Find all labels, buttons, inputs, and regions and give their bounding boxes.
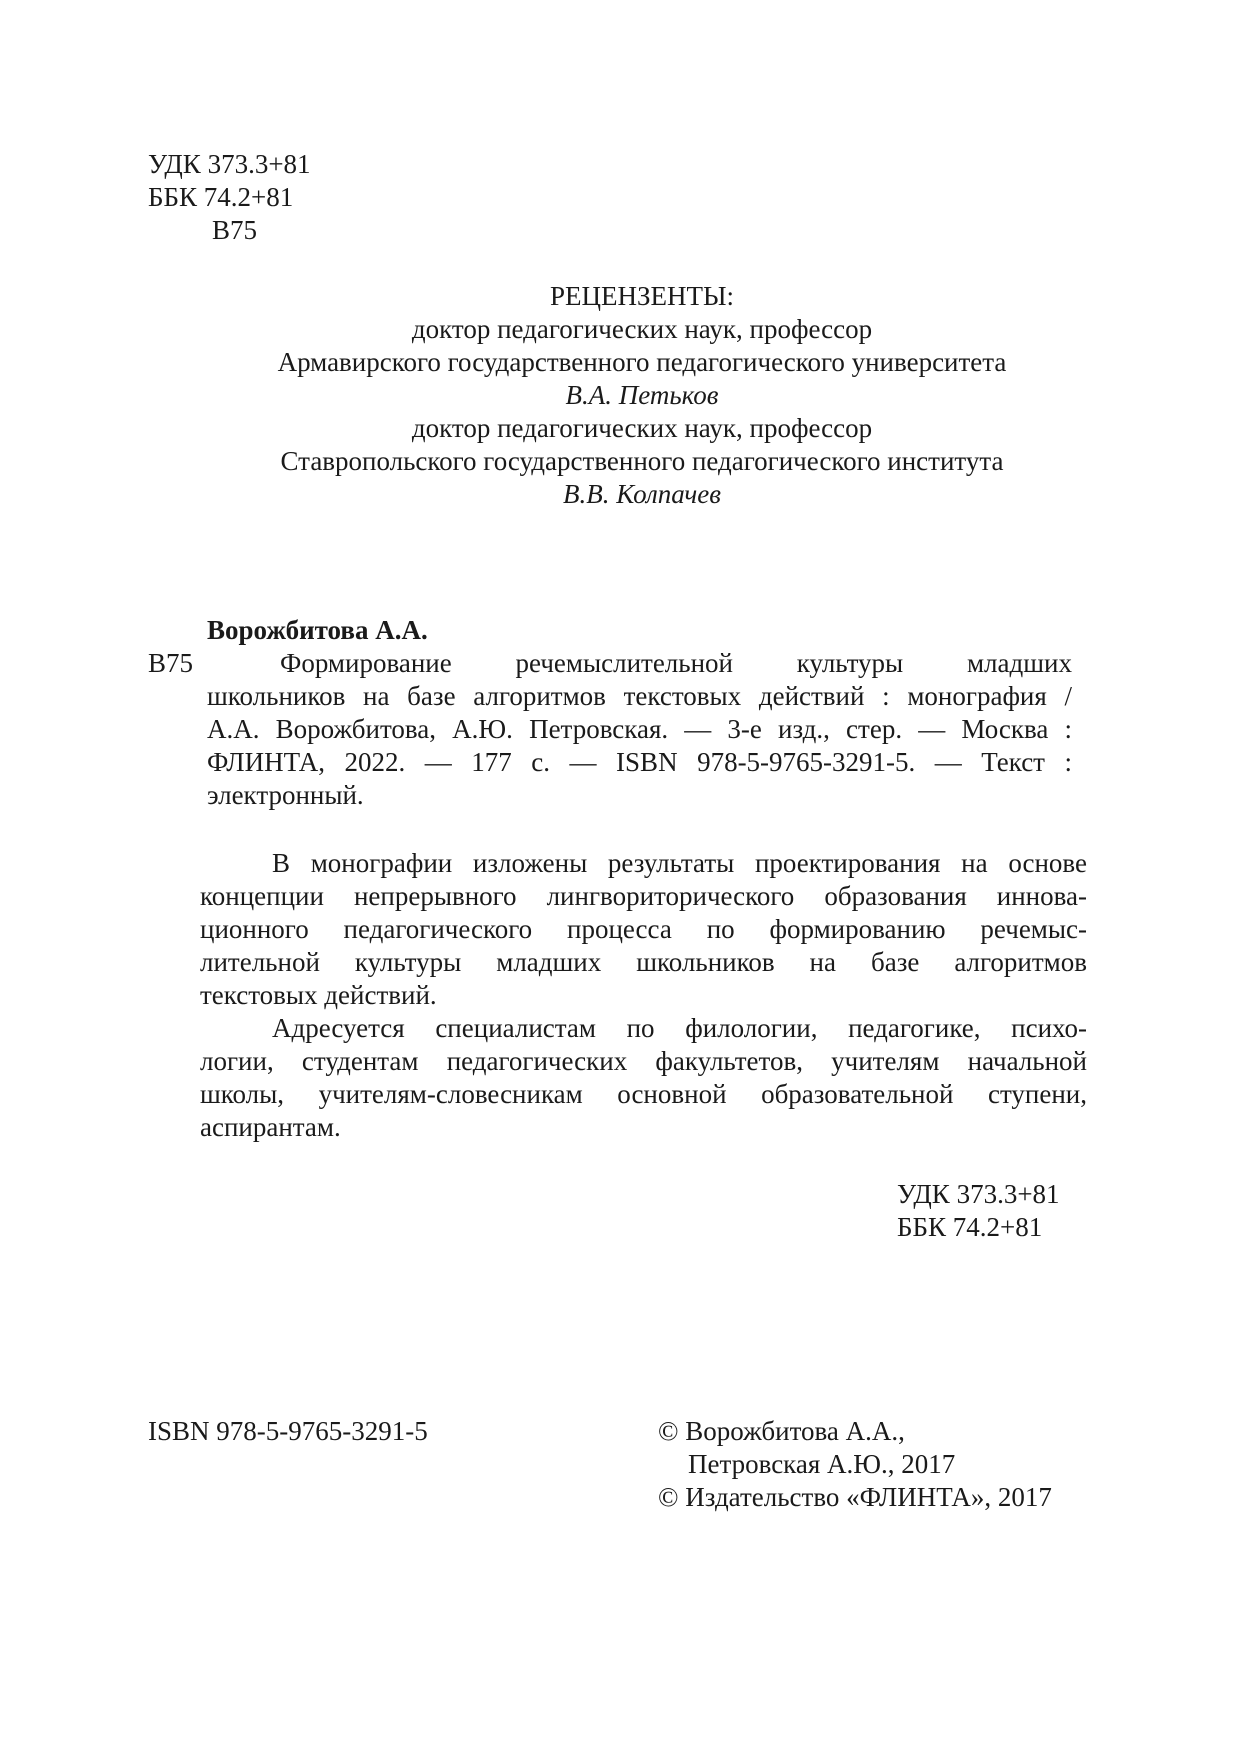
- reviewer-2-affiliation: Ставропольского государственного педагогического института: [280, 446, 1004, 476]
- record-line-2: школьников на базе алгоритмов текстовых действий : монография /: [207, 681, 1072, 711]
- record-line-5: электронный.: [207, 780, 364, 810]
- annotation-p1-line-1: В монографии изложены результаты проектирования на основе: [272, 848, 1087, 878]
- copyright-coauthor: Петровская А.Ю., 2017: [688, 1449, 956, 1479]
- reviewer-1-name: В.А. Петьков: [565, 380, 719, 410]
- annotation-p2-line-2: логии, студентам педагогических факультетов, учителям начальной: [200, 1046, 1087, 1076]
- reviewer-2-degree: доктор педагогических наук, профессор: [411, 413, 873, 443]
- record-mark: В75: [148, 648, 194, 678]
- reviewer-1-affiliation: Армавирского государственного педагогического университета: [277, 347, 1007, 377]
- copyright-authors: © Ворожбитова А.А.,: [658, 1416, 905, 1446]
- bbk-code: ББК 74.2+81: [148, 182, 294, 212]
- record-line-1: Формирование речемыслительной культуры младших: [280, 648, 1072, 678]
- record-line-4: ФЛИНТА, 2022. — 177 с. — ISBN 978-5-9765-3291-5. — Текст :: [207, 747, 1072, 777]
- annotation-p1-line-4: лительной культуры младших школьников на базе алгоритмов: [200, 947, 1087, 977]
- udk-code: УДК 373.3+81: [148, 149, 311, 179]
- record-author: Ворожбитова А.А.: [207, 615, 428, 645]
- reviewers-heading: РЕЦЕНЗЕНТЫ:: [549, 281, 735, 311]
- record-line-3: А.А. Ворожбитова, А.Ю. Петровская. — 3-е изд., стер. — Москва :: [207, 714, 1072, 744]
- footer-udk-code: УДК 373.3+81: [897, 1179, 1060, 1209]
- reviewer-1-degree: доктор педагогических наук, профессор: [411, 314, 873, 344]
- isbn: ISBN 978-5-9765-3291-5: [148, 1416, 428, 1446]
- annotation-p2-line-3: школы, учителям-словесникам основной образовательной ступени,: [200, 1079, 1087, 1109]
- copyright-publisher: © Издательство «ФЛИНТА», 2017: [658, 1482, 1052, 1512]
- annotation-p1-line-3: ционного педагогического процесса по формированию речемыс-: [200, 914, 1087, 944]
- annotation-p2-line-1: Адресуется специалистам по филологии, педагогике, психо-: [272, 1013, 1087, 1043]
- author-mark: В75: [212, 215, 258, 245]
- annotation-p1-line-5: текстовых действий.: [200, 980, 437, 1010]
- footer-bbk-code: ББК 74.2+81: [897, 1212, 1043, 1242]
- reviewer-2-name: В.В. Колпачев: [563, 479, 721, 509]
- annotation-p2-line-4: аспирантам.: [200, 1112, 341, 1142]
- annotation-p1-line-2: концепции непрерывного лингвориторического образования иннова-: [200, 881, 1087, 911]
